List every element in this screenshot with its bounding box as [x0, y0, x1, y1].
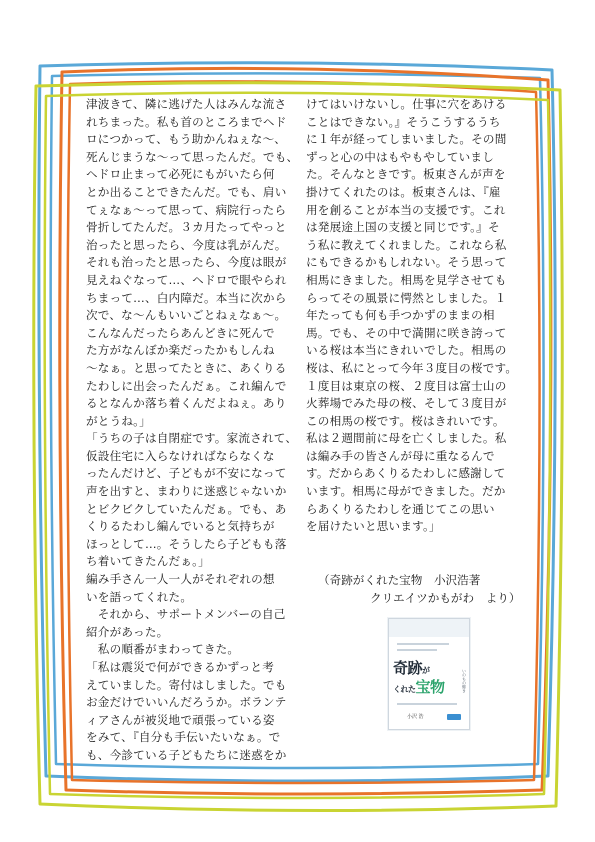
text-line: す。だからあくりるたわしに感謝して	[306, 466, 506, 481]
text-line: 年たっても何も手つかずのままの相	[306, 308, 495, 323]
book-title-part: 奇跡	[393, 659, 423, 677]
text-line: るとなんか落ち着くんだよねぇ。あり	[86, 396, 287, 411]
text-line: 相馬にきました。相馬を見学させても	[306, 272, 507, 287]
text-line: とビクビクしていたんだぁ。でも、あ	[86, 501, 287, 516]
text-line: とか出ることできたんだ。でも、肩い	[86, 184, 287, 199]
text-line: けてはいけないし。仕事に穴をあける	[306, 97, 507, 111]
text-line: に１年が経ってしまいました。その間	[306, 132, 507, 147]
text-line: ロにつかって、もう助かんねぇな〜、	[86, 132, 287, 147]
text-line: た。そんなときです。板東さんが声を	[306, 167, 506, 182]
book-cover-rule	[397, 703, 457, 705]
book-title-part: が	[422, 666, 430, 675]
text-line: 仮設住宅に入らなければならなくな	[86, 448, 275, 463]
text-line: たわしに出会ったんだぁ。これ編んで	[86, 378, 287, 393]
text-line: お金だけでいいんだろうか。ボランテ	[86, 695, 287, 710]
text-line: れちまった。私も首のところまでヘド	[86, 114, 287, 129]
text-line: ヘドロ止まって必死にもがいたら何	[86, 167, 275, 182]
text-line: くりるたわし編んでいると気持ちが	[86, 519, 275, 534]
text-line: 津波きて、隣に逃げた人はみんな流さ	[86, 97, 287, 111]
text-line: 私の順番がまわってきた。	[86, 642, 240, 657]
text-line: がとうね。」	[86, 413, 151, 428]
text-line: 馬。でも、その中で満開に咲き誇って	[306, 325, 507, 340]
text-line: 桜は、私にとって今年３度目の桜です。	[306, 360, 518, 375]
text-line: 「私は震災で何ができるかずっと考	[86, 660, 275, 674]
text-line: 掛けてくれたのは。板東さんは、『雇	[306, 184, 501, 199]
text-line: この相馬の桜です。桜はきれいです。	[306, 413, 505, 428]
right-text-column	[306, 96, 521, 536]
text-line: １度目は東京の桜、２度目は富士山の	[306, 378, 507, 393]
text-line: ことはできない。』そうこうするうち	[306, 114, 501, 129]
text-line: それから、サポートメンバーの自己	[86, 607, 286, 622]
book-cover-rule	[397, 649, 437, 651]
text-line: 編み手さん一人一人がそれぞれの想	[86, 572, 275, 587]
book-title-part: 宝物	[415, 678, 445, 696]
text-line: にもできるかもしれない。そう思って	[306, 255, 507, 270]
text-line: ィアさんが被災地で頑張っている姿	[86, 712, 275, 727]
text-line: 火葬場でみた母の桜、そして３度目が	[306, 396, 507, 411]
text-line: 「うちの子は自閉症です。家流されて、	[86, 431, 298, 446]
book-cover-image	[388, 618, 470, 730]
text-line: 死んじまうな〜って思ったんだ。でも、	[86, 149, 299, 164]
text-line: う私に教えてくれました。これなら私	[306, 237, 507, 252]
text-line: ったんだけど、子どもが不安になって	[86, 466, 287, 481]
text-line: ずっと心の中はもやもやしていまし	[306, 149, 495, 164]
text-line: は発展途上国の支援と同じです。』そ	[306, 220, 500, 235]
text-line: います。相馬に母ができました。だか	[306, 484, 506, 499]
left-text-column	[86, 96, 306, 765]
text-line: 治ったと思ったら、今度は乳がんだ。	[86, 237, 287, 252]
text-line: 次で、な〜んもいいごとねぇなぁ〜。	[86, 308, 287, 323]
book-subtitle: いのちの輝き	[462, 669, 467, 693]
text-line: らってその風景に愕然としました。１	[306, 290, 507, 305]
text-line: た方がなんぼか楽だったかもしんね	[86, 343, 275, 358]
text-line: 用を創ることが本当の支援です。これ	[306, 202, 506, 217]
text-line: 私は２週間前に母を亡くしました。私	[306, 431, 507, 446]
text-line: ちまって…、白内障だ。本当に次から	[86, 290, 287, 305]
book-title-part: くれた	[393, 685, 416, 694]
text-line: も、今診ている子どもたちに迷惑をか	[86, 747, 287, 762]
text-line: いを語ってくれた。	[86, 589, 193, 604]
citation-line-2: クリエイツかもがわ より）	[370, 591, 521, 605]
text-line: をみて、『自分も手伝いたいなぁ。で	[86, 730, 281, 745]
text-line: 〜なぁ。と思ってたときに、あくりる	[86, 360, 287, 375]
text-line: を届けたいと思います。」	[306, 519, 441, 534]
text-line: それも治ったと思ったら、今度は眼が	[86, 255, 287, 270]
text-line: えていました。寄付はしました。でも	[86, 677, 287, 692]
text-line: いる桜は本当にきれいでした。相馬の	[306, 343, 507, 358]
citation-line-1: （奇跡がくれた宝物 小沢浩著	[318, 573, 481, 587]
text-line: 見えねぐなって…、ヘドロで眼やられ	[86, 272, 287, 287]
text-line: らあくりるたわしを通じてこの思い	[306, 501, 495, 516]
book-cover-band	[389, 619, 469, 637]
publisher-logo-icon	[447, 714, 461, 720]
text-line: 声を出すと、まわりに迷惑じゃないか	[86, 484, 287, 499]
text-line: 紹介があった。	[86, 624, 169, 639]
text-line: てぇなぁ〜って思って、病院行ったら	[86, 202, 287, 217]
text-line: は編み手の皆さんが母に重なるんで	[306, 448, 495, 463]
text-line: 骨折してたんだ。３カ月たってやっと	[86, 220, 287, 235]
text-line: ち着いてきたんだぁ。」	[86, 554, 210, 569]
text-line: こんなんだったらあんどきに死んで	[86, 325, 275, 340]
book-author: 小沢 浩	[407, 714, 424, 720]
text-line: ほっとして…。そうしたら子どもも落	[86, 536, 287, 551]
book-cover-rule	[397, 643, 449, 645]
citation	[318, 571, 538, 607]
